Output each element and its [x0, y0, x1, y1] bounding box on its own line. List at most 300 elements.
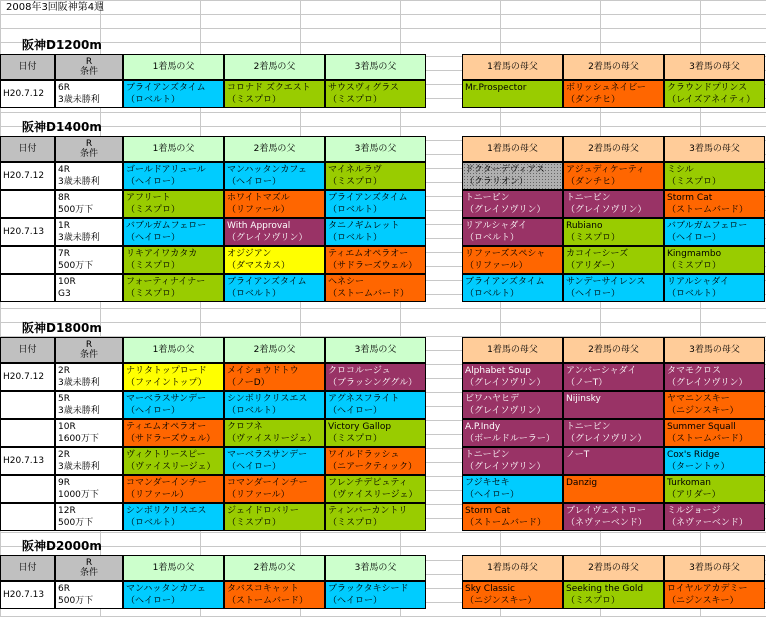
sire-lineage: （ヘイロー）	[126, 177, 181, 187]
sire-lineage: （ロベルト）	[126, 518, 181, 528]
sire-cell[interactable]	[224, 218, 325, 246]
header-damsire-label: 3着馬の母父	[689, 345, 740, 355]
damsire-cell[interactable]	[664, 391, 765, 419]
sire-cell[interactable]	[123, 475, 224, 503]
race-date: H20.7.13	[3, 227, 45, 237]
header-race-label: R	[85, 139, 93, 149]
sire-name: メイショウドトウ	[227, 366, 299, 376]
damsire-lineage: （ニジンスキー）	[667, 596, 739, 606]
sire-name: ワイルドラッシュ	[328, 450, 400, 460]
sire-cell[interactable]	[224, 190, 325, 218]
header-date-label: 日付	[18, 62, 37, 72]
sire-name: ブライアンズタイム	[227, 277, 307, 287]
race-number: 1R	[58, 221, 70, 231]
sire-cell[interactable]	[325, 391, 426, 419]
sire-cell[interactable]	[123, 162, 224, 190]
header-cond-label: 条件	[79, 568, 98, 578]
sire-cell[interactable]	[325, 475, 426, 503]
header-cond-label: 条件	[79, 67, 98, 77]
date-cell	[0, 363, 55, 391]
header-sire-label: 2着馬の父	[253, 62, 296, 72]
header-date	[0, 555, 55, 581]
damsire-name: サンデーサイレンス	[566, 277, 646, 287]
header-sire-label: 3着馬の父	[354, 345, 397, 355]
header-cond-label: 条件	[79, 350, 98, 360]
header-sire-1	[123, 337, 224, 363]
sire-name: ブラックタキシード	[328, 584, 409, 594]
race-cell	[55, 475, 123, 503]
race-number: 12R	[58, 506, 76, 516]
header-damsire-1	[462, 136, 563, 162]
sire-cell[interactable]	[325, 162, 426, 190]
damsire-name: カコイーシーズ	[566, 249, 629, 259]
damsire-name: アジュディケーティ	[566, 165, 646, 175]
sire-name: ナリタトップロード	[126, 366, 207, 376]
section-title: 阪神D1800m	[22, 321, 102, 335]
sire-cell[interactable]	[325, 419, 426, 447]
damsire-name: Summer Squall	[667, 422, 736, 432]
damsire-name: タマモクロス	[667, 366, 722, 376]
sire-lineage: （ミスプロ）	[126, 205, 181, 215]
sire-lineage: （ニアークティック）	[328, 462, 418, 472]
damsire-name: バブルガムフェロー	[667, 221, 748, 231]
sire-lineage: （ミスプロ）	[328, 177, 383, 187]
damsire-lineage: （アリダー）	[667, 490, 721, 500]
sire-cell[interactable]	[224, 162, 325, 190]
race-cell	[55, 80, 123, 108]
damsire-lineage: （ミスプロ）	[667, 177, 722, 187]
header-date	[0, 54, 55, 80]
sire-name: オジジアン	[227, 249, 272, 259]
header-sire-label: 1着馬の父	[152, 563, 195, 573]
sire-name: アフリート	[126, 193, 171, 203]
damsire-name: Sky Classic	[465, 584, 515, 594]
race-cell	[55, 162, 123, 190]
damsire-name: Nijinsky	[566, 394, 601, 404]
damsire-cell[interactable]	[462, 475, 563, 503]
damsire-cell[interactable]	[462, 274, 563, 302]
sire-name: マーベラスサンデー	[126, 394, 207, 404]
sire-cell[interactable]	[325, 80, 426, 108]
damsire-lineage: （グレイソヴリン）	[465, 462, 546, 472]
header-date-label: 日付	[18, 345, 37, 355]
sire-cell[interactable]	[325, 581, 426, 609]
sire-lineage: （ミスプロ）	[126, 261, 181, 271]
damsire-name: Turkoman	[667, 478, 711, 488]
race-cell	[55, 391, 123, 419]
race-number: 4R	[58, 165, 70, 175]
damsire-lineage: （ターントゥ）	[667, 462, 730, 472]
damsire-name: Rubiano	[566, 221, 603, 231]
damsire-name: リアルシャダイ	[667, 277, 730, 287]
damsire-cell[interactable]	[664, 246, 765, 274]
header-sire-label: 1着馬の父	[152, 62, 195, 72]
race-condition: 1000万下	[58, 490, 99, 500]
damsire-lineage: （ロベルト）	[667, 289, 722, 299]
damsire-name: Storm Cat	[667, 193, 713, 203]
damsire-lineage: （グレイソヴリン）	[566, 205, 647, 215]
sire-cell[interactable]	[123, 246, 224, 274]
sire-name: ホワイトマズル	[227, 193, 290, 203]
header-damsire-2	[563, 555, 664, 581]
damsire-lineage: （ヘイロー）	[566, 289, 621, 299]
section-title: 阪神D1400m	[22, 120, 102, 134]
header-sire-label: 3着馬の父	[354, 144, 397, 154]
header-damsire-3	[664, 136, 765, 162]
header-damsire-label: 3着馬の母父	[689, 62, 740, 72]
sire-cell[interactable]	[325, 503, 426, 531]
race-condition: 3歳未勝利	[58, 462, 100, 472]
damsire-cell[interactable]	[462, 391, 563, 419]
sire-cell[interactable]	[123, 447, 224, 475]
race-number: 6R	[58, 584, 70, 594]
race-number: 10R	[58, 277, 76, 287]
header-damsire-1	[462, 337, 563, 363]
header-damsire-label: 1着馬の母父	[487, 144, 538, 154]
damsire-name: ブライアンズタイム	[465, 277, 545, 287]
damsire-name: トニービン	[566, 193, 611, 203]
sire-name: ヴィクトリースピー	[126, 450, 206, 460]
damsire-cell[interactable]	[563, 447, 664, 475]
sire-lineage: （ヴァイスリージェ）	[328, 490, 418, 500]
damsire-name: A.P.Indy	[465, 422, 501, 432]
damsire-name: Mr.Prospector	[465, 83, 527, 93]
sire-lineage: （ブラッシンググル）	[328, 378, 418, 388]
damsire-name: トニービン	[566, 422, 611, 432]
sire-name: マンハッタンカフェ	[227, 165, 307, 175]
damsire-cell[interactable]	[664, 162, 765, 190]
header-race	[55, 136, 123, 162]
sire-lineage: （ヘイロー）	[227, 462, 282, 472]
header-sire-label: 3着馬の父	[354, 62, 397, 72]
damsire-lineage: （グレイソヴリン）	[465, 378, 546, 388]
header-date-label: 日付	[18, 144, 37, 154]
header-sire-3	[325, 136, 426, 162]
date-cell	[0, 447, 55, 475]
damsire-lineage: （ヘイロー）	[465, 490, 520, 500]
damsire-name: フジキセキ	[465, 478, 510, 488]
sire-cell[interactable]	[123, 363, 224, 391]
header-damsire-label: 2着馬の母父	[588, 62, 639, 72]
header-race-label: R	[85, 558, 93, 568]
damsire-lineage: （レイズアネイティ）	[667, 95, 756, 105]
sire-lineage: （ヘイロー）	[126, 406, 181, 416]
damsire-name: Danzig	[566, 478, 598, 488]
header-damsire-label: 2着馬の母父	[588, 345, 639, 355]
damsire-cell[interactable]	[462, 503, 563, 531]
damsire-cell[interactable]	[664, 274, 765, 302]
sire-name: ティエムオペラオー	[126, 422, 207, 432]
race-cell	[55, 274, 123, 302]
sire-name: ティエムオペラオー	[328, 249, 409, 259]
date-cell	[0, 246, 55, 274]
sire-lineage: （ヘイロー）	[126, 596, 181, 606]
damsire-cell[interactable]	[563, 190, 664, 218]
damsire-name: トニービン	[465, 450, 510, 460]
damsire-name: Cox's Ridge	[667, 450, 720, 460]
header-sire-label: 2着馬の父	[253, 563, 296, 573]
sire-lineage: （ミスプロ）	[328, 434, 383, 444]
race-date: H20.7.12	[3, 372, 45, 382]
sire-cell[interactable]	[325, 246, 426, 274]
date-cell	[0, 419, 55, 447]
damsire-cell[interactable]	[563, 503, 664, 531]
sire-lineage: （ミスプロ）	[328, 95, 383, 105]
sire-cell[interactable]	[224, 447, 325, 475]
sire-cell[interactable]	[325, 218, 426, 246]
damsire-cell[interactable]	[563, 218, 664, 246]
header-sire-1	[123, 54, 224, 80]
sire-name: ゴールドアリュール	[126, 165, 206, 175]
header-race	[55, 337, 123, 363]
damsire-cell[interactable]	[664, 80, 765, 108]
header-sire-3	[325, 54, 426, 80]
race-cell	[55, 581, 123, 609]
race-condition: 500万下	[58, 596, 94, 606]
race-cell	[55, 503, 123, 531]
damsire-name: トニービン	[465, 193, 510, 203]
damsire-cell[interactable]	[664, 447, 765, 475]
damsire-cell[interactable]	[462, 218, 563, 246]
sire-name: アグネスフライト	[328, 394, 400, 404]
sire-lineage: （ヘイロー）	[328, 596, 383, 606]
header-sire-1	[123, 136, 224, 162]
sire-cell[interactable]	[325, 274, 426, 302]
damsire-cell[interactable]	[563, 475, 664, 503]
header-sire-2	[224, 337, 325, 363]
sire-cell[interactable]	[224, 246, 325, 274]
date-cell	[0, 218, 55, 246]
header-date-label: 日付	[18, 563, 37, 573]
damsire-cell[interactable]	[462, 363, 563, 391]
sire-name: シンボリクリスエス	[126, 506, 207, 516]
header-sire-2	[224, 136, 325, 162]
sire-cell[interactable]	[123, 80, 224, 108]
header-damsire-label: 3着馬の母父	[689, 563, 740, 573]
sire-lineage: （グレイソヴリン）	[227, 233, 308, 243]
sire-lineage: （ミスプロ）	[328, 518, 383, 528]
race-condition: 500万下	[58, 205, 94, 215]
damsire-lineage: （グレイソヴリン）	[667, 378, 748, 388]
race-number: 2R	[58, 450, 70, 460]
damsire-cell[interactable]	[462, 80, 563, 108]
damsire-name: リファーズスペシャ	[465, 249, 546, 259]
sire-name: クロフネ	[227, 422, 263, 432]
damsire-cell[interactable]	[664, 581, 765, 609]
sire-lineage: （リファール）	[126, 490, 189, 500]
race-cell	[55, 447, 123, 475]
damsire-cell[interactable]	[563, 363, 664, 391]
sire-name: シンボリクリスエス	[227, 394, 308, 404]
damsire-name: Alphabet Soup	[465, 366, 531, 376]
header-sire-label: 1着馬の父	[152, 144, 195, 154]
date-cell	[0, 274, 55, 302]
race-cell	[55, 190, 123, 218]
sire-name: マイネルラヴ	[328, 165, 382, 175]
race-condition: 500万下	[58, 518, 94, 528]
header-date	[0, 337, 55, 363]
header-damsire-label: 1着馬の母父	[487, 62, 538, 72]
damsire-name: ヤマニンスキー	[667, 394, 730, 404]
damsire-cell[interactable]	[563, 391, 664, 419]
sire-lineage: （サドラーズウェル）	[126, 434, 216, 444]
damsire-cell[interactable]	[462, 581, 563, 609]
sire-lineage: （ミスプロ）	[227, 518, 282, 528]
damsire-lineage: （ストームバード）	[667, 434, 749, 444]
damsire-name: ロイヤルアカデミー	[667, 584, 748, 594]
sire-name: ティンバーカントリ	[328, 506, 408, 516]
sire-lineage: （リファール）	[227, 205, 290, 215]
header-race	[55, 555, 123, 581]
damsire-cell[interactable]	[664, 190, 765, 218]
damsire-lineage: （ニジンスキー）	[667, 406, 739, 416]
damsire-cell[interactable]	[563, 581, 664, 609]
date-cell	[0, 503, 55, 531]
sire-cell[interactable]	[123, 581, 224, 609]
race-number: 10R	[58, 422, 76, 432]
sire-cell[interactable]	[224, 419, 325, 447]
sire-name: タバスコキャット	[227, 584, 299, 594]
sire-name: ブライアンズタイム	[328, 193, 408, 203]
damsire-lineage: （ロベルト）	[465, 289, 520, 299]
damsire-lineage: （ダンチヒ）	[566, 95, 621, 105]
section-title: 阪神D1200m	[22, 38, 102, 52]
race-condition: 1600万下	[58, 434, 99, 444]
damsire-lineage: （グレイソヴリン）	[465, 205, 546, 215]
damsire-cell[interactable]	[462, 447, 563, 475]
damsire-lineage: （ロベルト）	[465, 233, 520, 243]
damsire-name: ミルジョージ	[667, 506, 721, 516]
sire-cell[interactable]	[123, 391, 224, 419]
race-number: 9R	[58, 478, 70, 488]
race-condition: 3歳未勝利	[58, 406, 100, 416]
sire-cell[interactable]	[123, 190, 224, 218]
sire-cell[interactable]	[224, 581, 325, 609]
damsire-cell[interactable]	[563, 419, 664, 447]
damsire-cell[interactable]	[664, 419, 765, 447]
sire-cell[interactable]	[325, 447, 426, 475]
sire-cell[interactable]	[224, 503, 325, 531]
damsire-cell[interactable]	[563, 162, 664, 190]
damsire-lineage: （クラリオン）	[465, 177, 528, 187]
sire-cell[interactable]	[224, 391, 325, 419]
header-sire-label: 3着馬の父	[354, 563, 397, 573]
page-title: 2008年3回阪神第4週	[6, 2, 105, 13]
sire-name: Victory Gallop	[328, 422, 392, 432]
damsire-cell[interactable]	[462, 190, 563, 218]
sire-lineage: （ヴァイスリージェ）	[126, 462, 216, 472]
sire-cell[interactable]	[123, 503, 224, 531]
sire-cell[interactable]	[123, 419, 224, 447]
sire-name: タニノギムレット	[328, 221, 400, 231]
race-cell	[55, 218, 123, 246]
damsire-name: ノーT	[566, 450, 590, 460]
sire-lineage: （ロベルト）	[227, 289, 282, 299]
header-sire-1	[123, 555, 224, 581]
damsire-cell[interactable]	[664, 475, 765, 503]
sire-lineage: （ロベルト）	[328, 205, 383, 215]
damsire-cell[interactable]	[462, 162, 563, 190]
race-number: 5R	[58, 394, 70, 404]
damsire-cell[interactable]	[462, 246, 563, 274]
header-sire-label: 1着馬の父	[152, 345, 195, 355]
header-damsire-label: 2着馬の母父	[588, 144, 639, 154]
sire-name: リキアイワカタカ	[126, 249, 198, 259]
sire-cell[interactable]	[224, 363, 325, 391]
damsire-lineage: （グレイソヴリン）	[465, 406, 546, 416]
damsire-name: ブレイヴェストロー	[566, 506, 646, 516]
sire-lineage: （ロベルト）	[227, 406, 282, 416]
sire-name: コマンダーインチー	[126, 478, 207, 488]
header-damsire-2	[563, 136, 664, 162]
sire-name: マンハッタンカフェ	[126, 584, 206, 594]
race-date: H20.7.13	[3, 456, 45, 466]
section-title: 阪神D2000m	[22, 539, 102, 553]
header-date	[0, 136, 55, 162]
sire-lineage: （サドラーズウェル）	[328, 261, 418, 271]
sire-lineage: （ヘイロー）	[227, 177, 282, 187]
sire-name: フォーティナイナー	[126, 277, 206, 287]
damsire-cell[interactable]	[563, 80, 664, 108]
header-damsire-2	[563, 54, 664, 80]
damsire-cell[interactable]	[664, 218, 765, 246]
date-cell	[0, 391, 55, 419]
sire-lineage: （リファール）	[227, 490, 290, 500]
sire-cell[interactable]	[123, 274, 224, 302]
sire-cell[interactable]	[325, 190, 426, 218]
damsire-cell[interactable]	[664, 503, 765, 531]
damsire-cell[interactable]	[563, 274, 664, 302]
sire-lineage: （ヘイロー）	[126, 233, 181, 243]
sire-name: コマンダーインチー	[227, 478, 308, 488]
damsire-name: Storm Cat	[465, 506, 511, 516]
sire-name: バブルガムフェロー	[126, 221, 207, 231]
race-date: H20.7.12	[3, 171, 45, 181]
damsire-cell[interactable]	[563, 246, 664, 274]
race-date: H20.7.13	[3, 590, 45, 600]
race-cell	[55, 419, 123, 447]
header-damsire-3	[664, 54, 765, 80]
damsire-lineage: （リファール）	[465, 261, 528, 271]
date-cell	[0, 162, 55, 190]
sire-name: ジェイドロバリー	[227, 506, 299, 516]
race-condition: G3	[58, 289, 71, 299]
header-sire-3	[325, 337, 426, 363]
race-condition: 3歳未勝利	[58, 177, 100, 187]
sire-name: マーベラスサンデー	[227, 450, 308, 460]
sire-cell[interactable]	[123, 218, 224, 246]
sire-cell[interactable]	[224, 475, 325, 503]
sire-lineage: （ミスプロ）	[126, 289, 181, 299]
race-condition: 3歳未勝利	[58, 378, 100, 388]
damsire-lineage: （ダンチヒ）	[566, 177, 621, 187]
damsire-lineage: （ストームバード）	[465, 518, 547, 528]
header-race-label: R	[85, 340, 93, 350]
damsire-name: ミシル	[667, 165, 694, 175]
header-sire-2	[224, 555, 325, 581]
header-damsire-3	[664, 337, 765, 363]
date-cell	[0, 190, 55, 218]
sire-cell[interactable]	[325, 363, 426, 391]
race-number: 6R	[58, 83, 70, 93]
damsire-cell[interactable]	[664, 363, 765, 391]
damsire-cell[interactable]	[462, 419, 563, 447]
header-sire-label: 2着馬の父	[253, 144, 296, 154]
sire-lineage: （ノーD）	[227, 378, 270, 388]
sire-cell[interactable]	[224, 80, 325, 108]
damsire-lineage: （ヘイロー）	[667, 233, 722, 243]
sire-cell[interactable]	[224, 274, 325, 302]
